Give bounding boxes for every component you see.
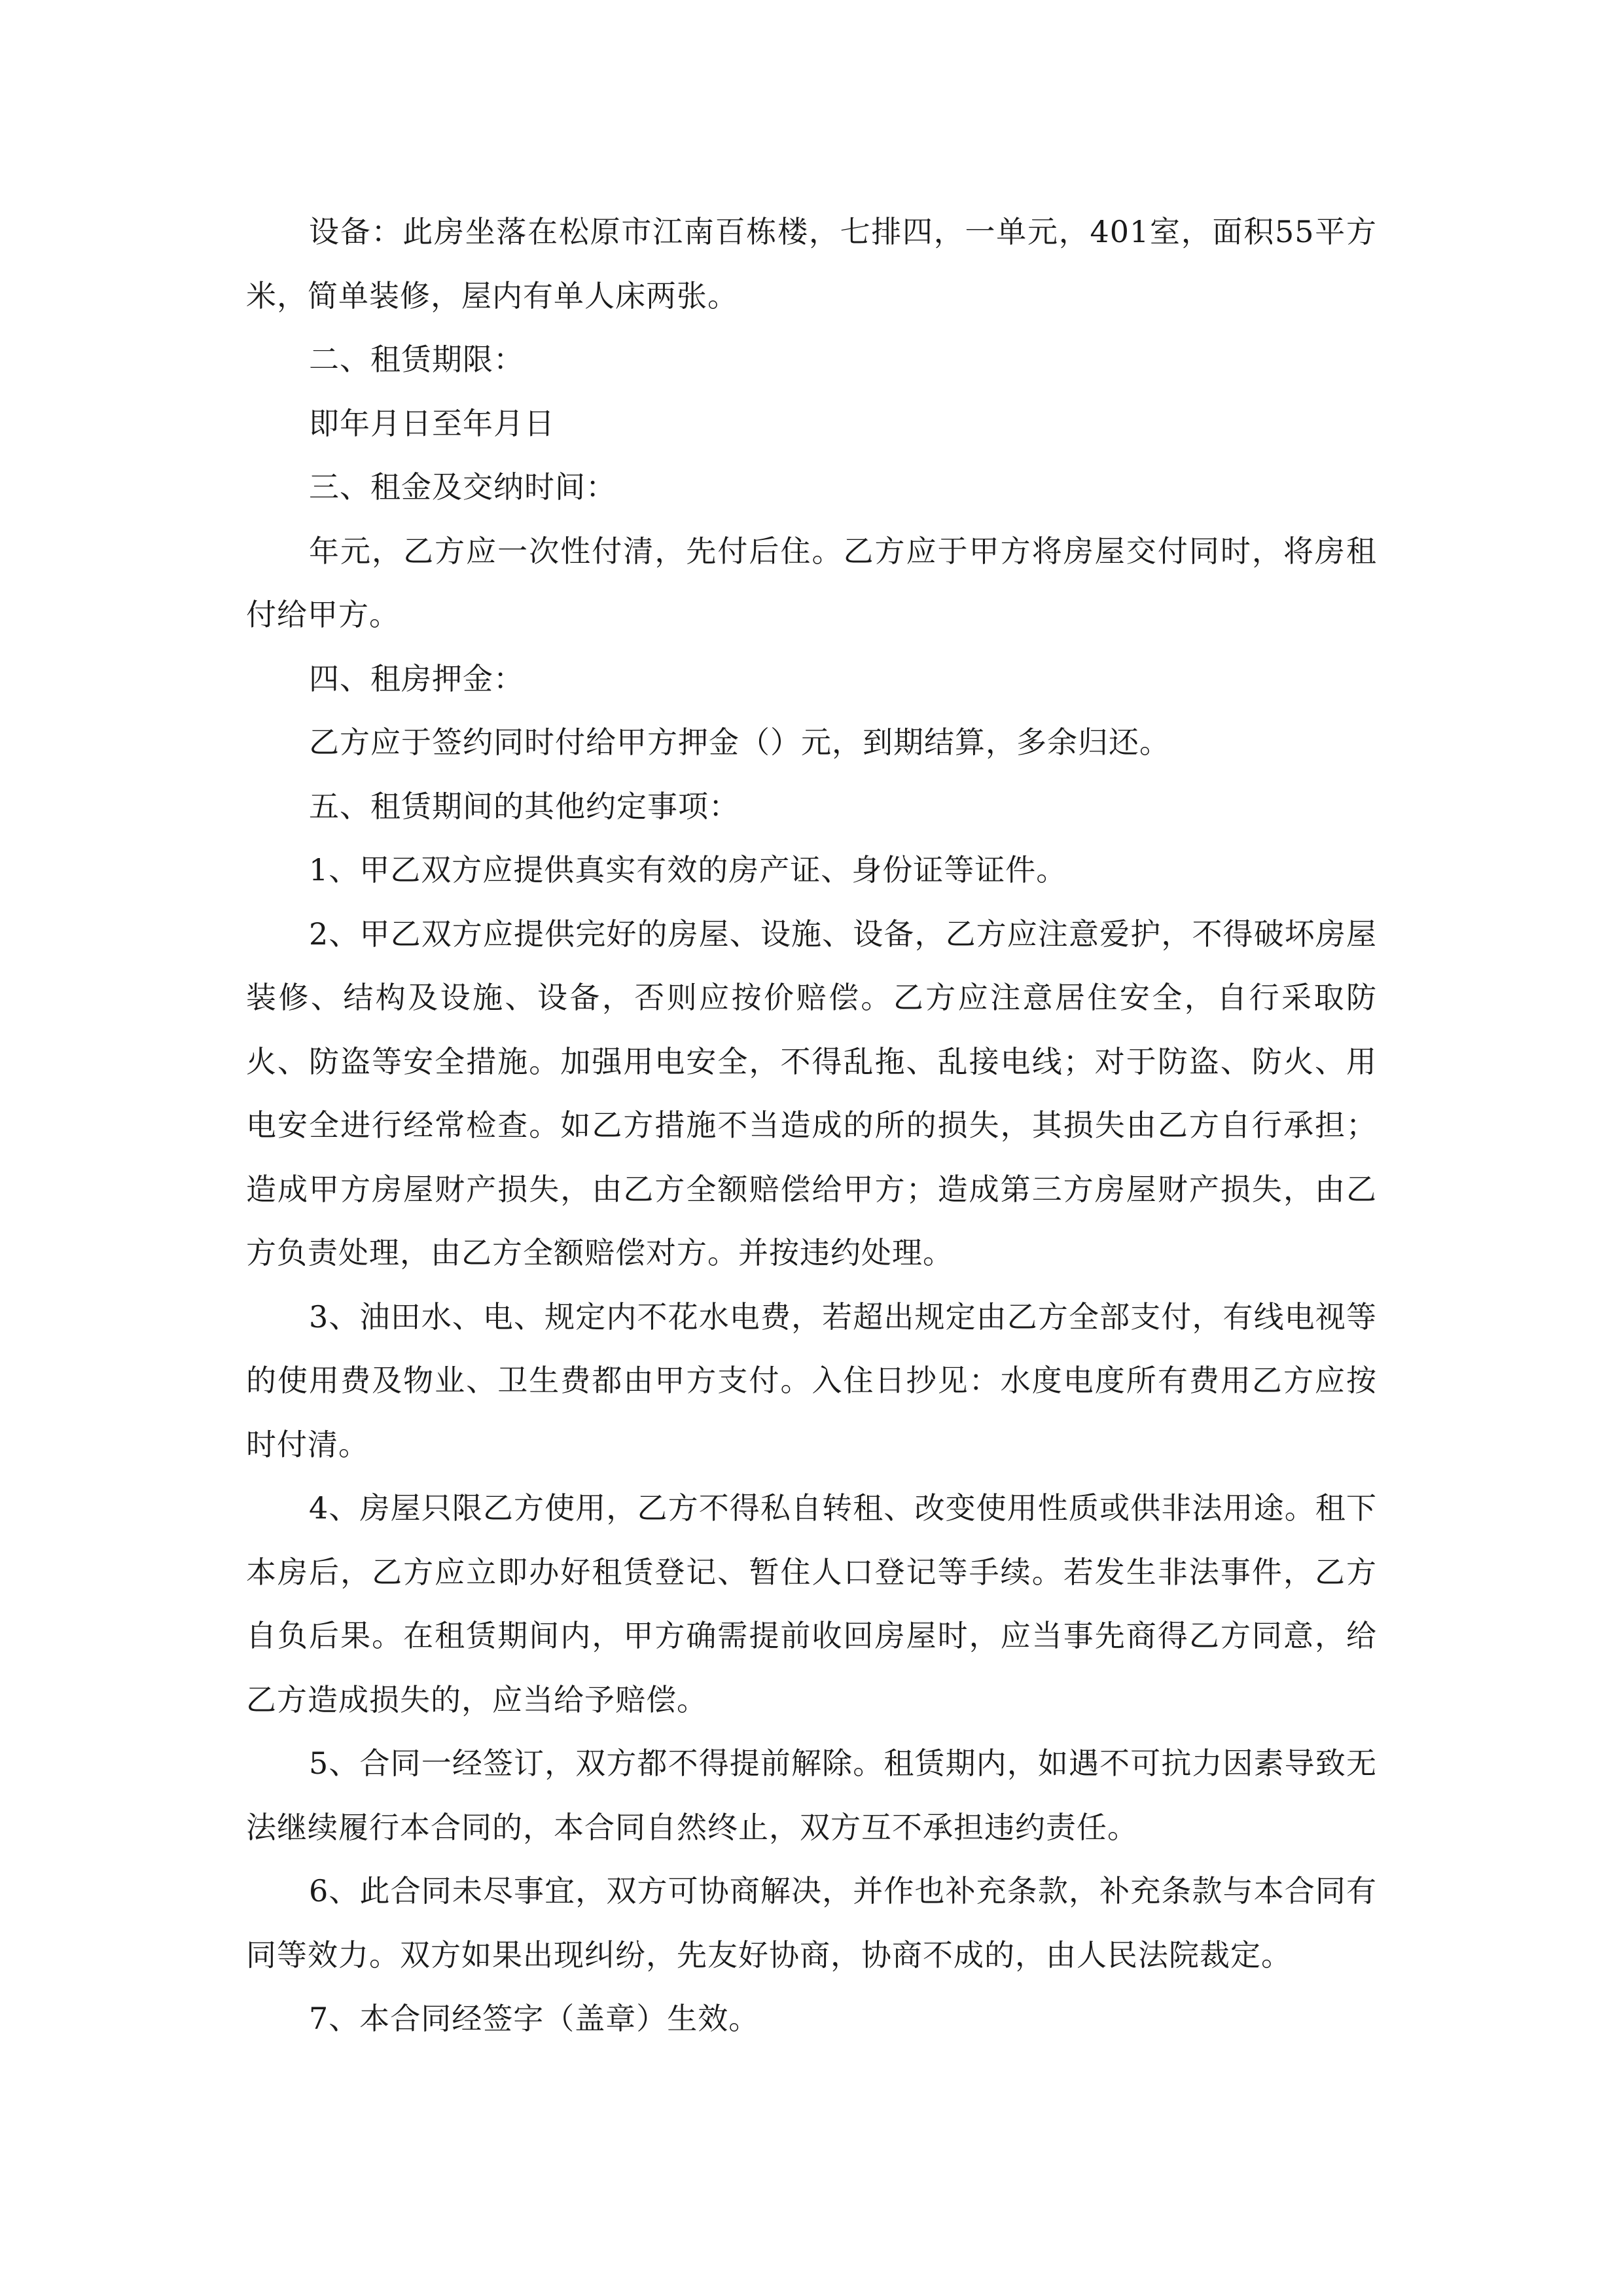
clause-3: 3、油田水、电、规定内不花水电费，若超出规定由乙方全部支付，有线电视等的使用费及物业、卫生费都由甲方支付。入住日抄见：水度电度所有费用乙方应按时付清。: [246, 1299, 1377, 1462]
heading-other-terms: 五、租赁期间的其他约定事项：: [309, 788, 740, 824]
clause-5: 5、合同一经签订，双方都不得提前解除。租赁期内，如遇不可抗力因素导致无法继续履行本合同的，本合同自然终止，双方互不承担违约责任。: [246, 1746, 1377, 1845]
heading-rent-payment: 三、租金及交纳时间：: [309, 469, 616, 505]
clause-6: 6、此合同未尽事宜，双方可协商解决，并作也补充条款，补充条款与本合同有同等效力。双方如果出现纠纷，先友好协商，协商不成的，由人民法院裁定。: [246, 1873, 1377, 1973]
contract-body: [246, 200, 1377, 2051]
paragraph-lease-term: 即年月日至年月日: [309, 405, 555, 441]
heading-lease-term: 二、租赁期限：: [309, 342, 524, 377]
paragraph-deposit: 乙方应于签约同时付给甲方押金（）元，到期结算，多余归还。: [309, 725, 1170, 760]
clause-2: 2、甲乙双方应提供完好的房屋、设施、设备，乙方应注意爱护，不得破坏房屋装修、结构及设施、设备，否则应按价赔偿。乙方应注意居住安全，自行采取防火、防盗等安全措施。加强用电安全，不得乱拖、乱接电线；对于防盗、防火、用电安全进行经常检查。如乙方措施不当造成的所的损失，其损失由乙方自行承担；造成甲方房屋财产损失，由乙方全额赔偿给甲方；造成第三方房屋财产损失，由乙方负责处理，由乙方全额赔偿对方。并按违约处理。: [246, 916, 1377, 1270]
paragraph-equipment: 设备：此房坐落在松原市江南百栋楼，七排四，一单元，401室，面积55平方米，简单装修，屋内有单人床两张。: [246, 214, 1377, 314]
clause-7: 7、本合同经签字（盖章）生效。: [309, 2001, 760, 2036]
clause-1: 1、甲乙双方应提供真实有效的房产证、身份证等证件。: [309, 852, 1067, 888]
paragraph-rent-payment: 年元，乙方应一次性付清，先付后住。乙方应于甲方将房屋交付同时，将房租付给甲方。: [246, 533, 1377, 632]
clause-4: 4、房屋只限乙方使用，乙方不得私自转租、改变使用性质或供非法用途。租下本房后，乙方应立即办好租赁登记、暂住人口登记等手续。若发生非法事件，乙方自负后果。在租赁期间内，甲方确需提前收回房屋时，应当事先商得乙方同意，给乙方造成损失的，应当给予赔偿。: [246, 1490, 1377, 1717]
heading-deposit: 四、租房押金：: [309, 660, 524, 696]
